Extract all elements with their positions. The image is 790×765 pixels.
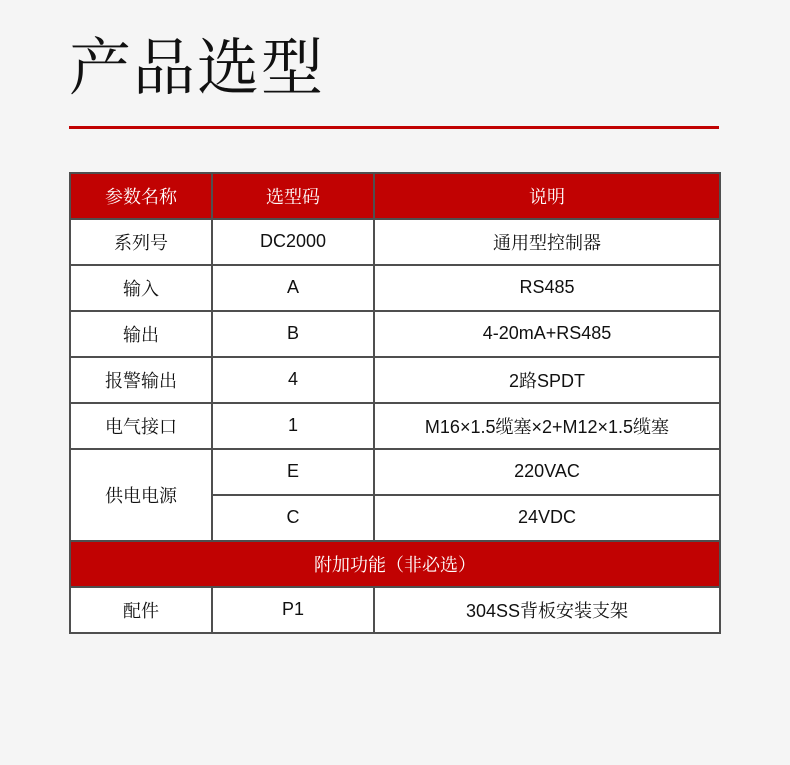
cell-desc: 4-20mA+RS485	[374, 311, 720, 357]
header-selection-code: 选型码	[212, 173, 374, 219]
cell-desc: 304SS背板安装支架	[374, 587, 720, 633]
table-row-alarm-output	[70, 357, 720, 403]
page-title: 产品选型	[69, 34, 326, 103]
cell-desc: 220VAC	[374, 449, 720, 495]
cell-code: P1	[212, 587, 374, 633]
cell-desc: 通用型控制器	[374, 219, 720, 265]
table-row-electrical-interface	[70, 403, 720, 449]
table-row-output	[70, 311, 720, 357]
cell-param-power-supply: 供电电源	[70, 449, 212, 541]
cell-param: 配件	[70, 587, 212, 633]
table-row-input	[70, 265, 720, 311]
cell-desc: M16×1.5缆塞×2+M12×1.5缆塞	[374, 403, 720, 449]
table-header-row	[70, 173, 720, 219]
cell-code: B	[212, 311, 374, 357]
cell-code: DC2000	[212, 219, 374, 265]
table-row-accessories	[70, 587, 720, 633]
cell-desc: RS485	[374, 265, 720, 311]
title-underline	[69, 126, 719, 129]
product-selection-table	[69, 172, 721, 634]
cell-param: 输入	[70, 265, 212, 311]
header-description: 说明	[374, 173, 720, 219]
table-row-series-number	[70, 219, 720, 265]
section-row-label: 附加功能（非必选）	[70, 541, 720, 587]
cell-code: C	[212, 495, 374, 541]
cell-code: E	[212, 449, 374, 495]
cell-param: 输出	[70, 311, 212, 357]
cell-desc: 24VDC	[374, 495, 720, 541]
product-selection-section	[69, 0, 721, 634]
cell-code: A	[212, 265, 374, 311]
cell-code: 4	[212, 357, 374, 403]
cell-desc: 2路SPDT	[374, 357, 720, 403]
cell-param: 报警输出	[70, 357, 212, 403]
cell-param: 系列号	[70, 219, 212, 265]
cell-code: 1	[212, 403, 374, 449]
section-row-additional-features	[70, 541, 720, 587]
cell-param: 电气接口	[70, 403, 212, 449]
table-row-power-supply-e	[70, 449, 720, 495]
header-parameter-name: 参数名称	[70, 173, 212, 219]
